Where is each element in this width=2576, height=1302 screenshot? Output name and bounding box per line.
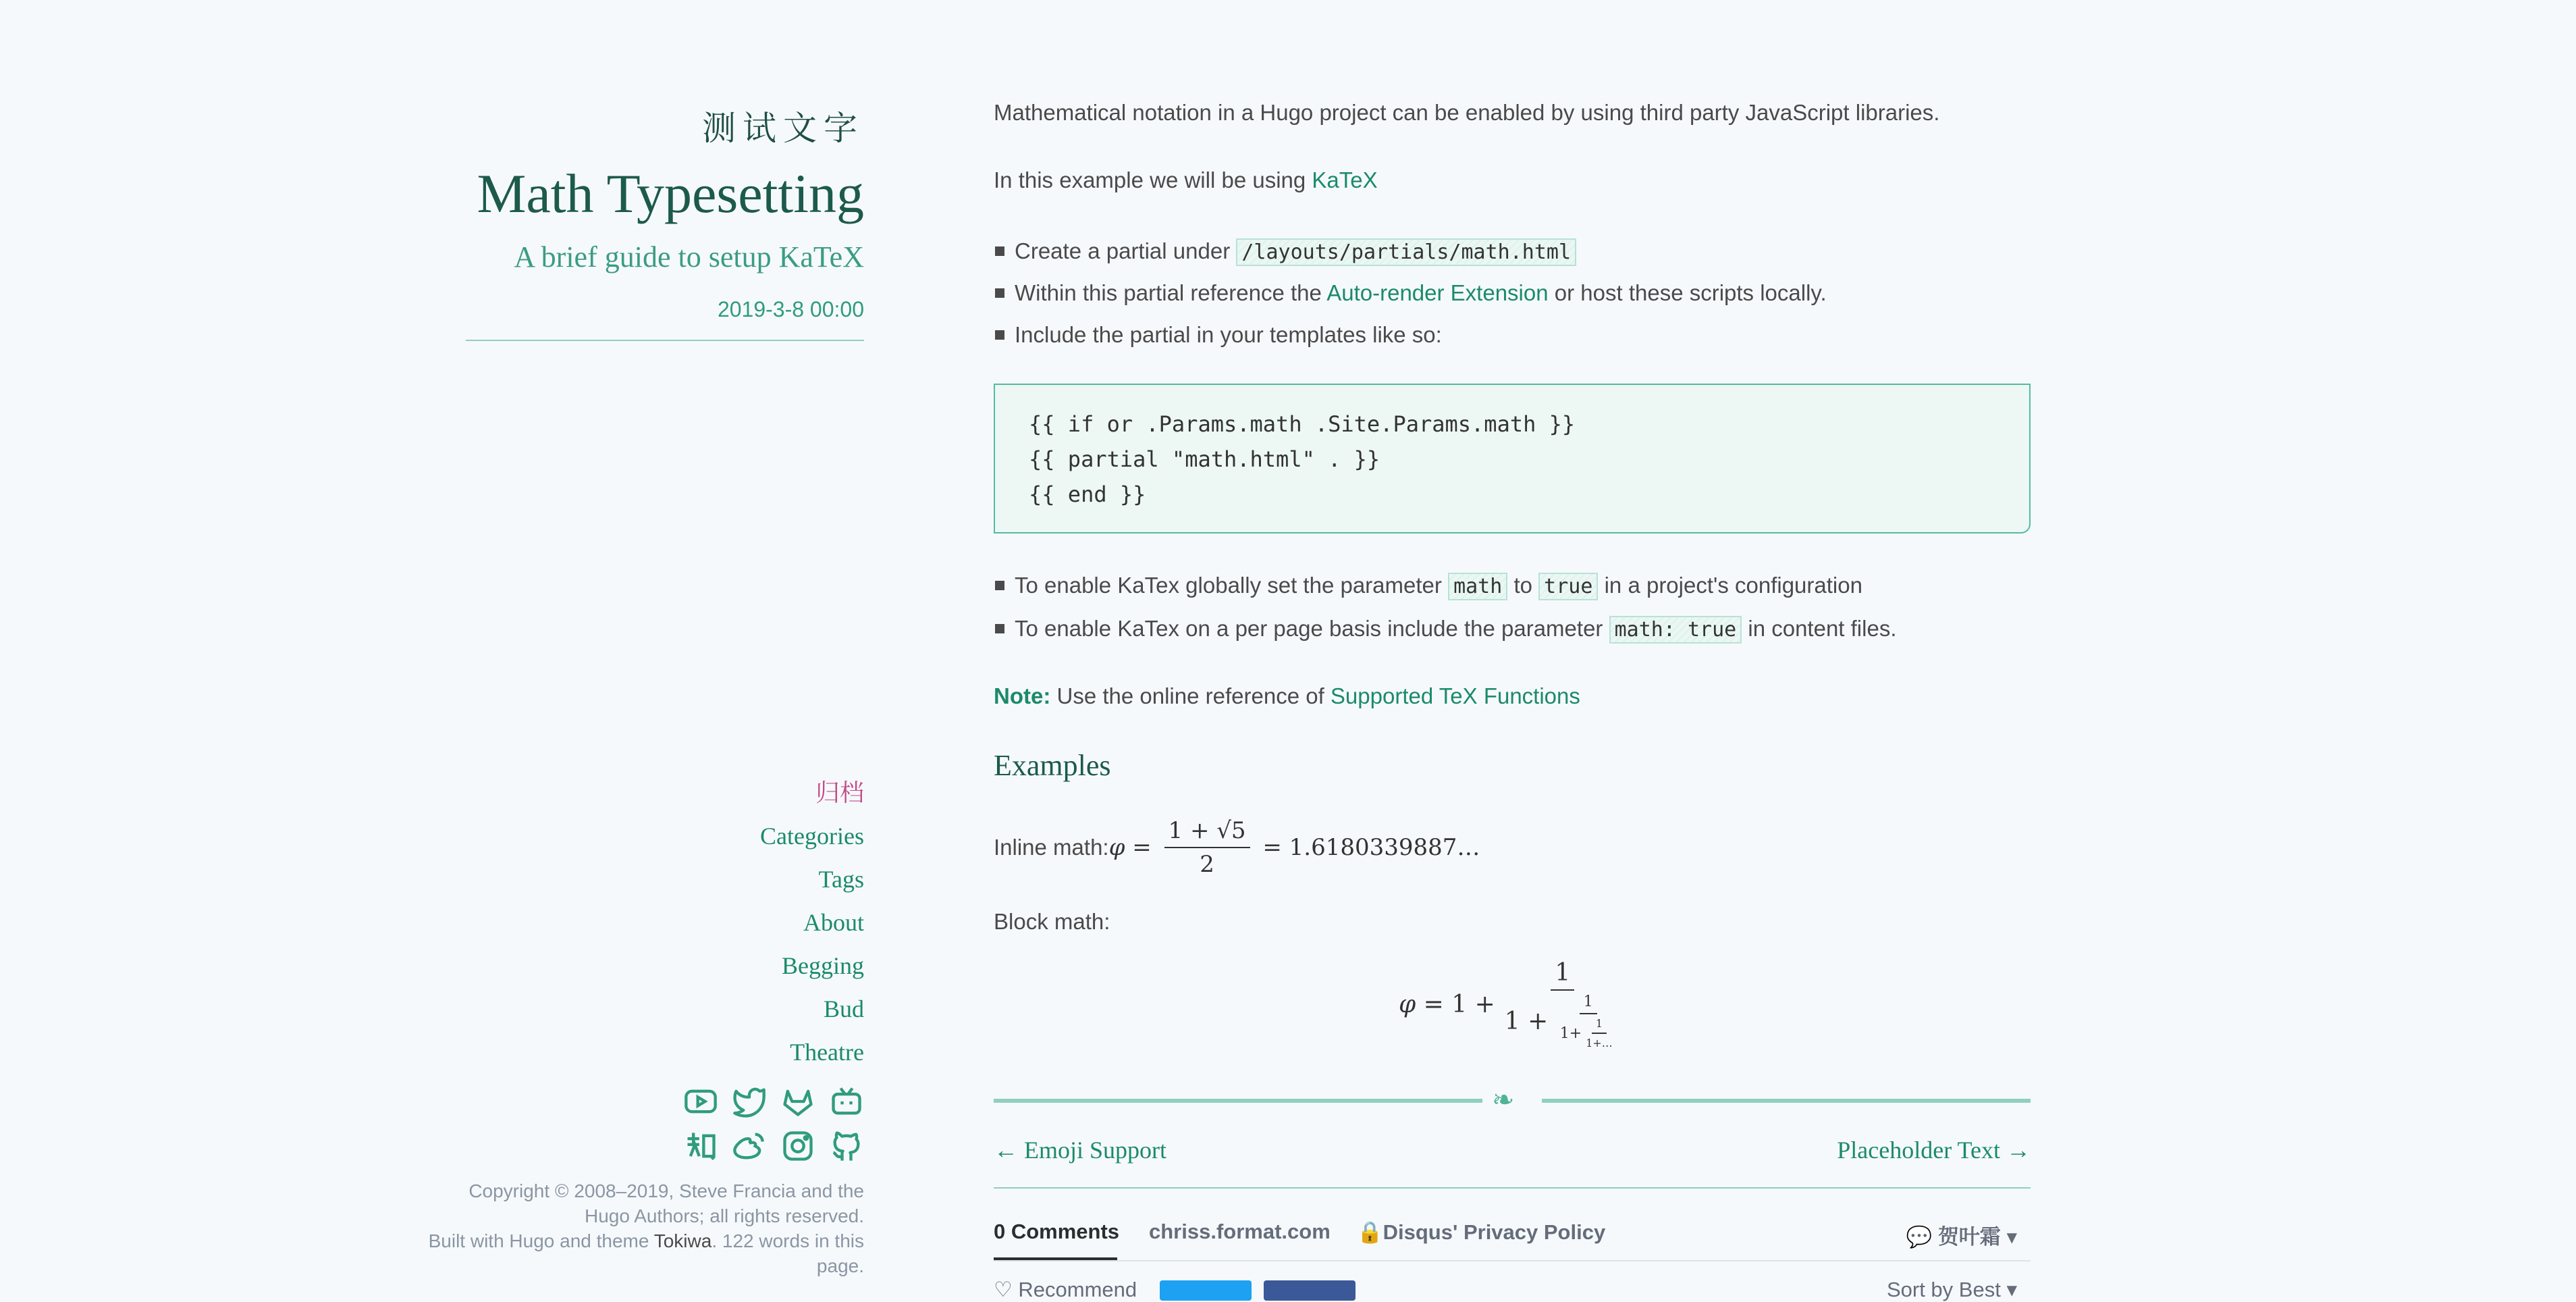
enable-text: in a project's configuration [1598,573,1862,598]
nav-item-tags[interactable]: Tags [818,866,864,893]
social-links [662,1084,864,1164]
block-math-label: Block math: [994,909,1110,934]
github-icon[interactable] [829,1128,864,1164]
list-item [994,319,1827,361]
post-date: 2019-3-8 00:00 [717,297,864,321]
site-title[interactable]: 测试文字 [702,109,864,147]
weibo-icon[interactable] [732,1128,767,1164]
chevron-down-icon: ▾ [2006,1225,2017,1249]
code-line: {{ end }} [1029,481,1146,507]
enable-text: To enable KaTex globally set the parameter [1015,573,1449,598]
word-count-text: . 122 words in this page. [712,1230,864,1276]
tweet-button[interactable] [1160,1280,1252,1301]
inline-math-paragraph [994,810,1480,885]
enable-list [994,569,1897,656]
note-label: Note: [994,683,1051,708]
nav-item-categories[interactable]: Categories [760,823,864,850]
post-nav-divider [994,1187,2031,1189]
site-footer [419,1178,864,1278]
share-button[interactable] [1264,1280,1356,1301]
enable-text: to [1507,573,1539,598]
nav-item-about[interactable]: About [803,909,864,936]
code-block [994,384,2031,533]
katex-link[interactable]: KaTeX [1312,167,1378,192]
inline-code: true [1538,573,1598,600]
nav-item-archive[interactable]: 归档 [815,779,864,806]
step-text: Within this partial reference the [1015,280,1327,305]
note-text: Use the online reference of [1050,683,1331,708]
intro-paragraph: Mathematical notation in a Hugo project can be enabled by using third party JavaScript libraries. [994,100,1940,125]
list-item [994,613,1897,656]
examples-heading: Examples [994,749,1111,782]
prev-post-title: Emoji Support [1024,1137,1167,1164]
disqus-site-link[interactable]: chriss.format.com [1149,1220,1331,1243]
nav-item-theatre[interactable]: Theatre [790,1039,864,1066]
site-nav [760,775,864,1078]
inline-code: /layouts/partials/math.html [1236,238,1576,266]
code-line: {{ partial "math.html" . }} [1029,446,1380,472]
step-text: Include the partial in your templates like so: [1015,322,1442,347]
list-item [994,277,1827,319]
twitter-icon[interactable] [732,1084,767,1119]
copyright-text: Copyright © 2008–2019, Steve Francia and the Hugo Authors; all rights reserved. [468,1180,864,1226]
article [994,0,2031,1301]
theme-link[interactable]: Tokiwa [653,1230,712,1251]
next-post-link[interactable]: Placeholder Text → [1837,1137,2031,1164]
block-math-formula: φ = 1 + 1 1 + 1 1+ $\frac{1}{1+\dots}$ [1399,959,1613,1049]
auto-render-link[interactable]: Auto-render Extension [1326,280,1549,305]
sort-dropdown[interactable] [1887,1278,2017,1302]
enable-text: in content files. [1742,616,1897,641]
youtube-icon[interactable] [683,1084,718,1119]
supported-functions-link[interactable]: Supported TeX Functions [1330,683,1580,708]
recommend-button[interactable] [994,1278,1137,1302]
title-divider [466,340,864,341]
inline-math-label: Inline math: [994,835,1109,860]
zhihu-icon[interactable] [683,1128,718,1164]
list-item [994,235,1827,277]
example-paragraph [994,167,1378,193]
example-text: In this example we will be using [994,167,1312,192]
chat-bubble-icon: 💬 [1906,1225,1933,1249]
list-item [994,569,1897,613]
page-subtitle: A brief guide to setup KaTeX [514,240,864,274]
inline-math-formula: φ = $\frac{1 + √5}{2}$ = 1.6180339887… [1108,817,1480,878]
bilibili-icon[interactable] [829,1084,864,1119]
gitlab-icon[interactable] [780,1084,815,1119]
nav-item-begging[interactable]: Begging [782,952,864,979]
sidebar [405,0,864,1287]
nav-item-bud[interactable]: Bud [823,995,864,1022]
user-name: 贺叶霜 [1937,1225,2001,1249]
recommend-label: Recommend [1018,1278,1137,1301]
lock-icon: 🔒 [1357,1220,1383,1244]
page-title: Math Typesetting [477,163,864,224]
privacy-policy-label: Disqus' Privacy Policy [1383,1220,1606,1244]
step-text: or host these scripts locally. [1548,280,1827,305]
comments-tab[interactable]: 0 Comments [994,1220,1120,1243]
instagram-icon[interactable] [780,1128,815,1164]
built-with-text: Built with Hugo and theme [428,1230,654,1251]
privacy-policy-link[interactable] [1357,1220,1605,1245]
next-post-title: Placeholder Text [1837,1137,2000,1164]
fleuron-icon: ❧ [1492,1085,1515,1115]
heart-icon: ♡ [994,1278,1013,1301]
inline-code: math [1448,573,1507,600]
enable-text: To enable KaTex on a per page basis include the parameter [1015,616,1609,641]
code-line: {{ if or .Params.math .Site.Params.math }} [1029,411,1576,437]
post-end-divider [994,1085,2031,1115]
chevron-down-icon: ▾ [2006,1278,2017,1301]
setup-steps-list [994,235,1827,361]
note-paragraph [994,683,1580,709]
sort-label: Sort by Best [1886,1278,2001,1301]
inline-code: math: true [1609,616,1742,644]
disqus-tab-bar [994,1260,2031,1261]
step-text: Create a partial under [1015,238,1237,263]
prev-post-link[interactable]: ← Emoji Support [994,1137,1167,1164]
user-menu[interactable] [1906,1220,2017,1250]
